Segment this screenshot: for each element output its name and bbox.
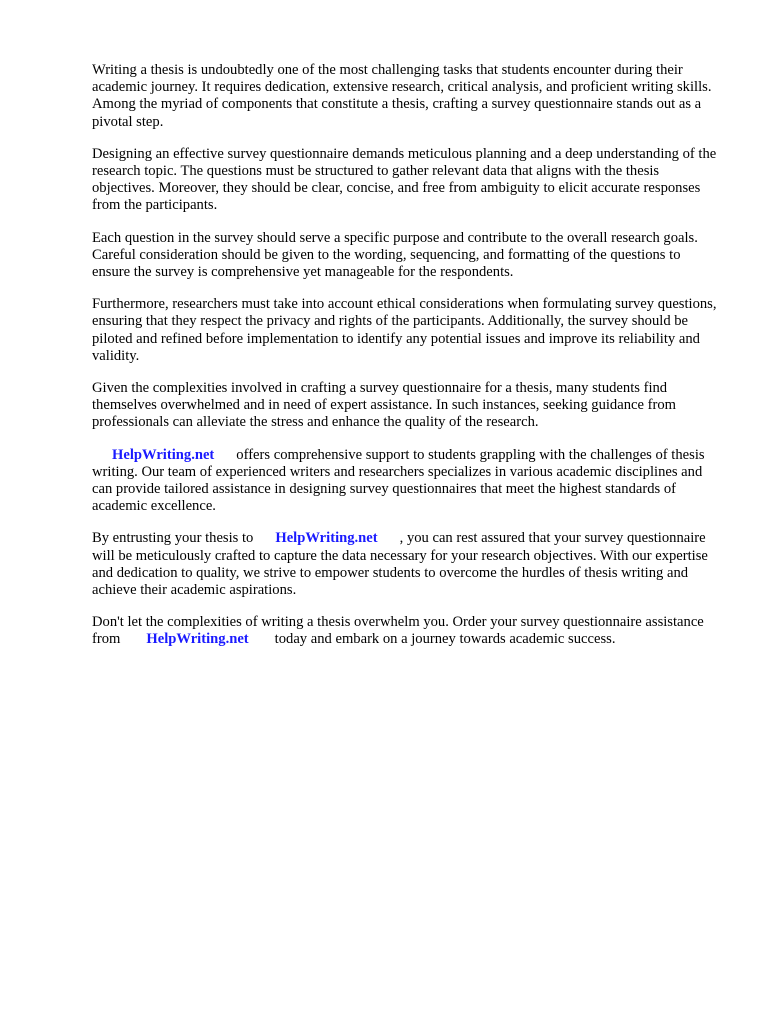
helpwriting-link-2[interactable]: HelpWriting.net: [275, 530, 378, 547]
service-offer-text: offers comprehensive support to students grappling with the challenges of thesis writing. Our team of experienced writers and researchers specializes in various academic disciplines and can provide tailored assistance in designing survey questionnaires that meet the highest standards of academic excellence.: [92, 446, 705, 515]
paragraph-entrust: [92, 530, 722, 599]
paragraph-ethics: Furthermore, researchers must take into account ethical considerations when formulating survey questions, ensuring that they respect the privacy and rights of the participants. Additionally, the survey should be piloted and refined before implementation to identify any potential issues and improve its reliability and validity.: [92, 296, 717, 364]
paragraph-questions: Each question in the survey should serve a specific purpose and contribute to the overall research goals. Careful consideration should be given to the wording, sequencing, and formatting of the questions to ensure the survey is comprehensive yet manageable for the respondents.: [92, 229, 698, 281]
entrust-tail-text: , you can rest assured that your survey questionnaire will be meticulously crafted to capture the data necessary for your research objectives. With our expertise and dedication to quality, we strive to empower students to overcome the hurdles of thesis writing and achieve their academic aspirations.: [92, 530, 708, 599]
cta-lead-text: Don't let the complexities of writing a thesis overwhelm you. Order your survey questionnaire assistance from: [92, 614, 704, 648]
paragraph-call-to-action: [92, 614, 722, 648]
cta-tail-text: today and embark on a journey towards academic success.: [274, 631, 616, 648]
helpwriting-link-1[interactable]: HelpWriting.net: [112, 446, 215, 463]
entrust-lead-text: By entrusting your thesis to: [92, 530, 254, 547]
paragraph-service-offer: [92, 447, 722, 516]
paragraph-design: Designing an effective survey questionnaire demands meticulous planning and a deep understanding of the research topic. The questions must be structured to gather relevant data that aligns with the thesis objectives. Moreover, they should be clear, concise, and free from ambiguity to elicit accurate responses from the participants.: [92, 145, 717, 214]
paragraph-intro: Writing a thesis is undoubtedly one of the most challenging tasks that students encounter during their academic journey. It requires dedication, extensive research, critical analysis, and proficient writing skills. Among the myriad of components that constitute a thesis, crafting a survey questionnaire stands out as a pivotal step.: [92, 62, 712, 130]
helpwriting-link-3[interactable]: HelpWriting.net: [146, 631, 249, 648]
document-body: [92, 62, 722, 664]
paragraph-complexities: Given the complexities involved in crafting a survey questionnaire for a thesis, many students find themselves overwhelmed and in need of expert assistance. In such instances, seeking guidance from professionals can alleviate the stress and enhance the quality of the research.: [92, 380, 676, 431]
